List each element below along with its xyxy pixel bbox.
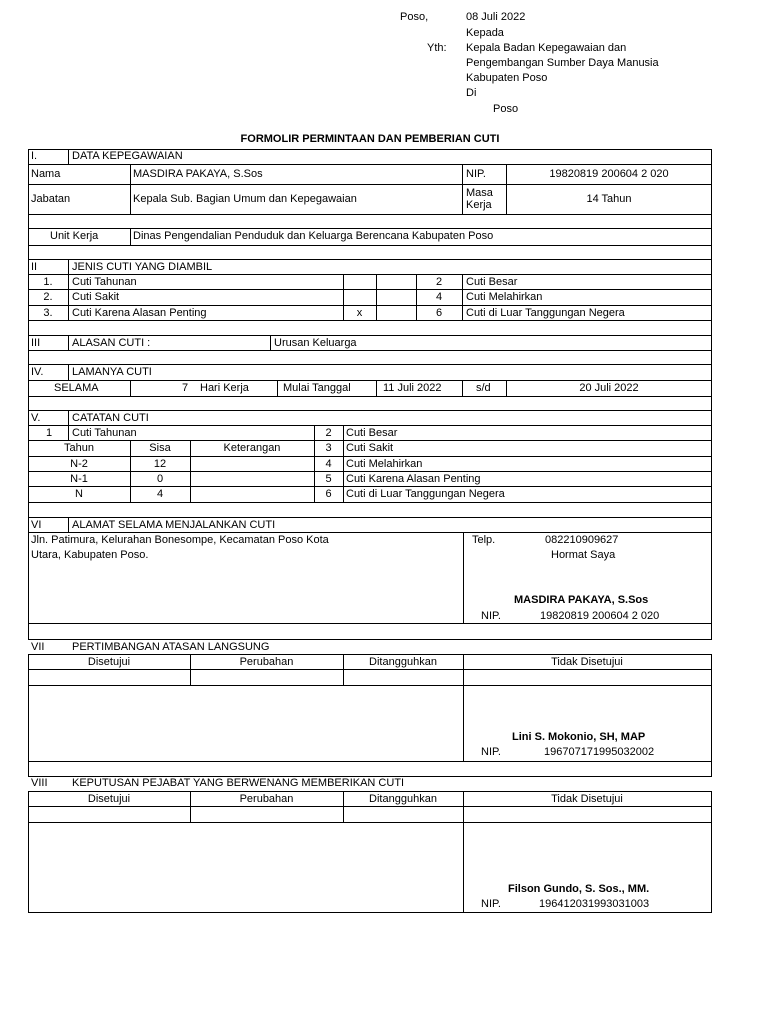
section-1-heading: DATA KEPEGAWAIAN [72,150,183,162]
column-ditangguhkan: Ditangguhkan [369,656,437,668]
column-disetujui: Disetujui [87,656,131,668]
start-date: 11 Juli 2022 [383,382,442,394]
masa-kerja-value: 14 Tahun [586,193,632,205]
sisa-cell: 12 [153,458,167,470]
leave-type-label: Cuti Besar [466,276,518,288]
leave-type-label: Cuti di Luar Tanggungan Negera [466,307,625,319]
section-7-heading: PERTIMBANGAN ATASAN LANGSUNG [72,641,270,653]
section-3-number: III [31,337,41,349]
catatan-label: Cuti Karena Alasan Penting [346,473,481,485]
tahun-cell: N-1 [70,473,88,485]
section-5-heading: CATATAN CUTI [72,412,149,424]
recipient-line-1: Kepala Badan Kepegawaian dan [466,42,627,54]
section-1-number: I. [31,150,38,162]
selama-label: SELAMA [54,382,99,394]
masa-kerja-label-line2: Kerja [466,199,492,211]
leave-type-number: 3. [43,307,53,319]
leave-type-number: 1. [43,276,53,288]
official-nip-value: 196412031993031003 [539,898,650,910]
nama-label: Nama [31,168,61,180]
section-8-heading: KEPUTUSAN PEJABAT YANG BERWENANG MEMBERIKAN CUTI [72,777,405,789]
alasan-cuti-value: Urusan Keluarga [274,337,357,349]
applicant-nip-value: 19820819 200604 2 020 [540,610,660,622]
leave-type-label: Cuti Karena Alasan Penting [72,307,207,319]
sisa-cell: 4 [156,488,164,500]
catatan-number: 4 [325,458,332,470]
yth-label: Yth: [427,42,447,54]
column-perubahan: Perubahan [239,656,294,668]
catatan-number: 6 [325,488,332,500]
leave-type-label: Cuti Melahirkan [466,291,543,303]
section-6-heading: ALAMAT SELAMA MENJALANKAN CUTI [72,519,276,531]
tahun-cell: N [75,488,83,500]
leave-type-number: 4 [435,291,443,303]
duration-unit: Hari Kerja [200,382,249,394]
cuti-tahunan-label: Cuti Tahunan [72,427,137,439]
telp-value: 082210909627 [545,534,619,546]
sisa-cell: 0 [156,473,164,485]
duration-number: 7 [182,382,189,394]
unit-kerja-label: Unit Kerja [50,230,99,242]
di-label: Di [466,87,477,99]
section-5-number: V. [31,412,41,424]
nip-value: 19820819 200604 2 020 [549,168,669,180]
catatan-number: 2 [325,427,332,439]
section-2-number: II [31,261,38,273]
leave-type-mark-selected: x [356,307,363,319]
form-title: FORMOLIR PERMINTAAN DAN PEMBERIAN CUTI [240,133,500,145]
official-nip-label: NIP. [481,898,501,910]
catatan-label: Cuti Besar [346,427,398,439]
catatan-number: 3 [325,442,332,454]
section-4-heading: LAMANYA CUTI [72,366,152,378]
unit-kerja-value: Dinas Pengendalian Penduduk dan Keluarga Berencana Kabupaten Poso [133,230,494,242]
nip-label: NIP. [466,168,486,180]
column-tidak-disetujui: Tidak Disetujui [551,656,623,668]
tahun-cell: N-2 [70,458,88,470]
applicant-signer-name: MASDIRA PAKAYA, S.Sos [514,594,649,606]
address-line-2: Utara, Kabupaten Poso. [31,549,149,561]
column-disetujui: Disetujui [87,793,131,805]
address-line-1: Jln. Patimura, Kelurahan Bonesompe, Kecamatan Poso Kota [31,534,329,546]
applicant-nip-label: NIP. [481,610,501,622]
supervisor-signer-name: Lini S. Mokonio, SH, MAP [512,731,646,743]
leave-type-number: 2 [435,276,443,288]
place-label: Poso, [400,11,429,23]
masa-kerja-label-line1: Masa [466,187,493,199]
telp-label: Telp. [472,534,496,546]
column-keterangan: Keterangan [223,442,281,454]
city-label: Poso [493,103,519,115]
column-tahun: Tahun [64,442,94,454]
cuti-tahunan-number: 1 [46,427,53,439]
catatan-number: 5 [325,473,332,485]
section-6-number: VI [31,519,42,531]
column-perubahan: Perubahan [239,793,294,805]
recipient-line-3: Kabupaten Poso [466,72,548,84]
section-4-number: IV. [31,366,44,378]
catatan-label: Cuti di Luar Tanggungan Negera [346,488,505,500]
section-7-number: VII [31,641,45,653]
leave-type-number: 2. [43,291,53,303]
official-signer-name: Filson Gundo, S. Sos., MM. [508,883,650,895]
sd-label: s/d [476,382,491,394]
leave-type-label: Cuti Tahunan [72,276,137,288]
column-tidak-disetujui: Tidak Disetujui [551,793,623,805]
mulai-tanggal-label: Mulai Tanggal [283,382,351,394]
recipient-line-2: Pengembangan Sumber Daya Manusia [466,57,659,69]
leave-type-label: Cuti Sakit [72,291,120,303]
supervisor-nip-label: NIP. [481,746,501,758]
section-3-heading: ALASAN CUTI : [72,337,151,349]
kepada-label: Kepada [466,27,504,39]
supervisor-nip-value: 196707171995032002 [544,746,655,758]
column-sisa: Sisa [149,442,171,454]
letter-date: 08 Juli 2022 [466,11,526,23]
end-date: 20 Juli 2022 [579,382,639,394]
section-8-number: VIII [31,777,48,789]
leave-type-number: 6 [435,307,443,319]
catatan-label: Cuti Sakit [346,442,394,454]
nama-value: MASDIRA PAKAYA, S.Sos [133,168,263,180]
jabatan-label: Jabatan [31,193,71,205]
section-2-heading: JENIS CUTI YANG DIAMBIL [72,261,213,273]
jabatan-value: Kepala Sub. Bagian Umum dan Kepegawaian [133,193,357,205]
column-ditangguhkan: Ditangguhkan [369,793,437,805]
catatan-label: Cuti Melahirkan [346,458,423,470]
hormat-saya: Hormat Saya [551,549,616,561]
